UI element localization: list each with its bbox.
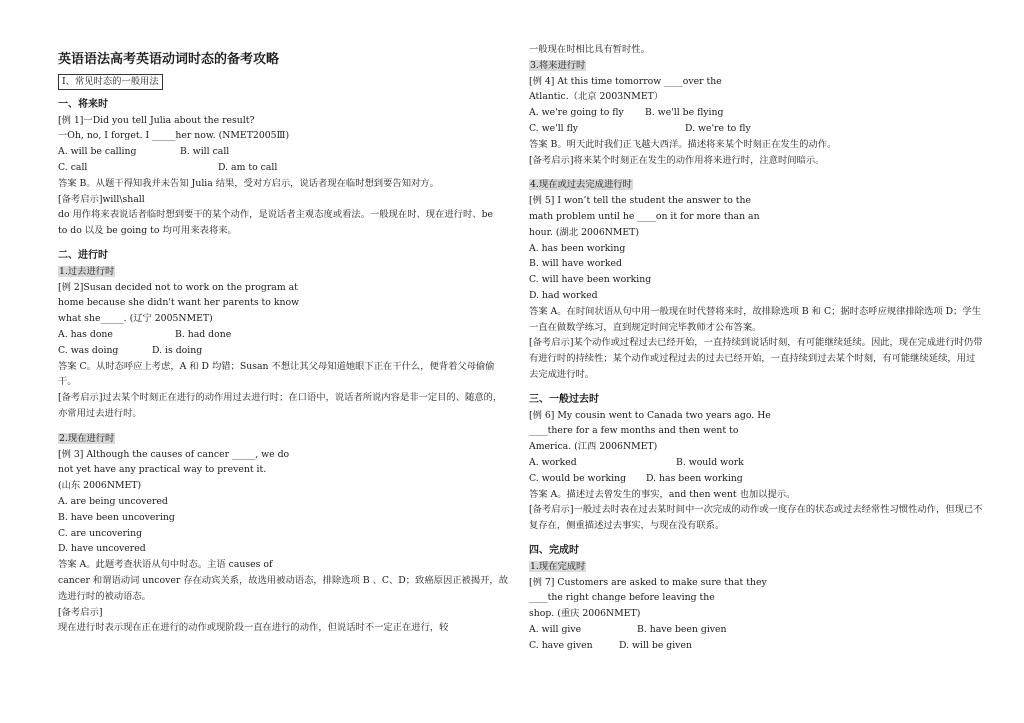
- example-question: [例 2]Susan decided not to work on the program at: [58, 281, 298, 293]
- option-d: D. is doing: [152, 344, 203, 356]
- example-question: math problem until he ____on it for more than an: [529, 210, 760, 222]
- section-heading: 二、进行时: [58, 249, 108, 261]
- subsection-heading: 1.过去进行时: [59, 265, 115, 277]
- option-a: A. will be calling: [58, 146, 137, 158]
- answer-text: 答案 C。从时态呼应上考虑，A 和 D 均错；Susan 不想让其父母知道她眼下正在干什么，便背着父母偷偷干。: [58, 360, 495, 388]
- example-question: 一Oh, no, I forget. I _____her now. (NMET2005Ⅲ): [58, 130, 290, 142]
- example-question: [例 1]一Did you tell Julia about the result?: [58, 114, 255, 126]
- example-question: hour. (湖北 2006NMET): [529, 226, 640, 238]
- document-title: 英语语法高考英语动词时态的备考攻略: [58, 52, 280, 67]
- tip-text: [备考启示]: [58, 606, 103, 618]
- option-d: D. we're to fly: [685, 122, 751, 134]
- example-question: not yet have any practical way to prevent it.: [58, 464, 267, 476]
- subsection-heading: 4.现在或过去完成进行时: [530, 179, 632, 191]
- subsection-heading: 2.现在进行时: [59, 432, 115, 444]
- example-question: what she_____. (辽宁 2005NMET): [58, 313, 213, 325]
- option-c: C. have given: [529, 639, 593, 651]
- subsection-heading: 1.现在完成时: [530, 560, 586, 572]
- option-b: B. will have worked: [529, 258, 622, 270]
- answer-text: 答案 A。在时间状语从句中用一般现在时代替将来时，故排除选项 B 和 C；据时态呼应规律排除选项 D；学生一直在做数学练习，直到规定时间完毕教师才公布答案。: [529, 305, 981, 333]
- tip-text: [备考启示]一般过去时表在过去某时间中一次完成的动作或一度存在的状态或过去经常性习惯性动作，但现已不复存在，侧重描述过去事实，与现在没有联系。: [529, 504, 983, 532]
- option-a: A. we're going to fly: [529, 107, 624, 119]
- example-question: (山东 2006NMET): [58, 480, 142, 492]
- tip-text: [备考启示]将来某个时刻正在发生的动作用将来进行时，注意时间暗示。: [529, 154, 825, 166]
- option-b: B. have been uncovering: [58, 511, 175, 523]
- example-question: [例 5] I won’t tell the student the answer to the: [529, 195, 751, 207]
- example-question: America. (江西 2006NMET): [529, 441, 658, 453]
- example-question: [例 7] Customers are asked to make sure that they: [529, 576, 767, 588]
- option-b: B. have been given: [637, 623, 727, 635]
- section-heading: 一、将来时: [58, 98, 108, 110]
- option-d: D. has been working: [646, 472, 743, 484]
- answer-text: 答案 A。描述过去曾发生的事实，and then went 也加以提示。: [529, 488, 796, 500]
- example-question: shop. (重庆 2006NMET): [529, 608, 641, 620]
- option-c: C. call: [58, 161, 88, 173]
- intro-box: Ⅰ、常见时态的一般用法: [58, 74, 163, 90]
- option-a: A. will give: [529, 623, 582, 635]
- option-a: A. has been working: [529, 242, 626, 254]
- option-b: B. will call: [180, 146, 230, 158]
- example-question: Atlantic.（北京 2003NMET）: [529, 91, 664, 103]
- option-c: C. are uncovering: [58, 527, 143, 539]
- example-question: ____the right change before leaving the: [529, 592, 715, 604]
- option-c: C. would be working: [529, 472, 627, 484]
- option-c: C. will have been working: [529, 274, 652, 286]
- answer-text: 答案 A。此题考查状语从句中时态。主语 causes of: [58, 559, 273, 571]
- option-d: D. have uncovered: [58, 543, 146, 555]
- option-b: B. would work: [676, 456, 744, 468]
- option-d: D. am to call: [218, 161, 278, 173]
- tip-text: to do 以及 be going to 均可用来表将来。: [58, 225, 237, 237]
- example-question: [例 4] At this time tomorrow ____over the: [529, 75, 722, 87]
- continued-text: 一般现在时相比具有暂时性。: [529, 44, 650, 55]
- tip-text: [备考启示]某个动作或过程过去已经开始，一直持续到说话时刻，有可能继续延续。因此，现在完成进行时仍带有进行时的持续性；某个动作或过程过去的过去已经开始，一直持续到过去某个时刻，有可能继续延续，用过去完成进行时。: [529, 337, 983, 380]
- option-a: A. worked: [529, 456, 577, 468]
- answer-text: 答案 B。明天此时我们正飞越大西洋。描述将来某个时刻正在发生的动作。: [529, 138, 837, 150]
- option-b: B. we'll be flying: [645, 107, 724, 119]
- tip-text: 现在进行时表示现在正在进行的动作或现阶段一直在进行的动作，但说话时不一定正在进行，较: [58, 622, 449, 634]
- subsection-heading: 3.将来进行时: [530, 59, 586, 71]
- section-heading: 三、一般过去时: [529, 393, 599, 405]
- example-question: [例 6] My cousin went to Canada two years ago. He: [529, 409, 771, 421]
- section-heading: 四、完成时: [529, 544, 579, 556]
- option-d: D. had worked: [529, 289, 598, 301]
- option-a: A. has done: [58, 328, 113, 340]
- tip-text: [备考启示]will\shall: [58, 193, 145, 205]
- tip-text: do 用作将来表说话者临时想到要干的某个动作，是说话者主观态度或看法。一般现在时、现在进行时、be: [58, 209, 494, 221]
- option-a: A. are being uncovered: [58, 495, 168, 507]
- example-question: ____there for a few months and then went to: [529, 425, 739, 437]
- option-c: C. was doing: [58, 344, 119, 356]
- answer-text: 答案 B。从题干得知我并未告知 Julia 结果，受对方启示，说话者现在临时想到要告知对方。: [58, 177, 439, 189]
- left-column: [58, 50, 510, 636]
- example-question: home because she didn't want her parents to know: [58, 297, 300, 309]
- answer-text: cancer 和谓语动词 uncover 存在动宾关系，故选用被动语态，排除选项 B 、C、D；致癌原因正被揭开，故选进行时的被动语态。: [58, 574, 509, 602]
- option-d: D. will be given: [619, 639, 692, 651]
- tip-text: [备考启示]过去某个时刻正在进行的动作用过去进行时；在口语中，说话者所说内容是非一定目的、随意的，亦常用过去进行时。: [58, 392, 503, 419]
- option-c: C. we'll fly: [529, 122, 579, 134]
- example-question: [例 3] Although the causes of cancer _____, we do: [58, 448, 290, 460]
- right-column: [529, 42, 984, 653]
- option-b: B. had done: [175, 328, 232, 340]
